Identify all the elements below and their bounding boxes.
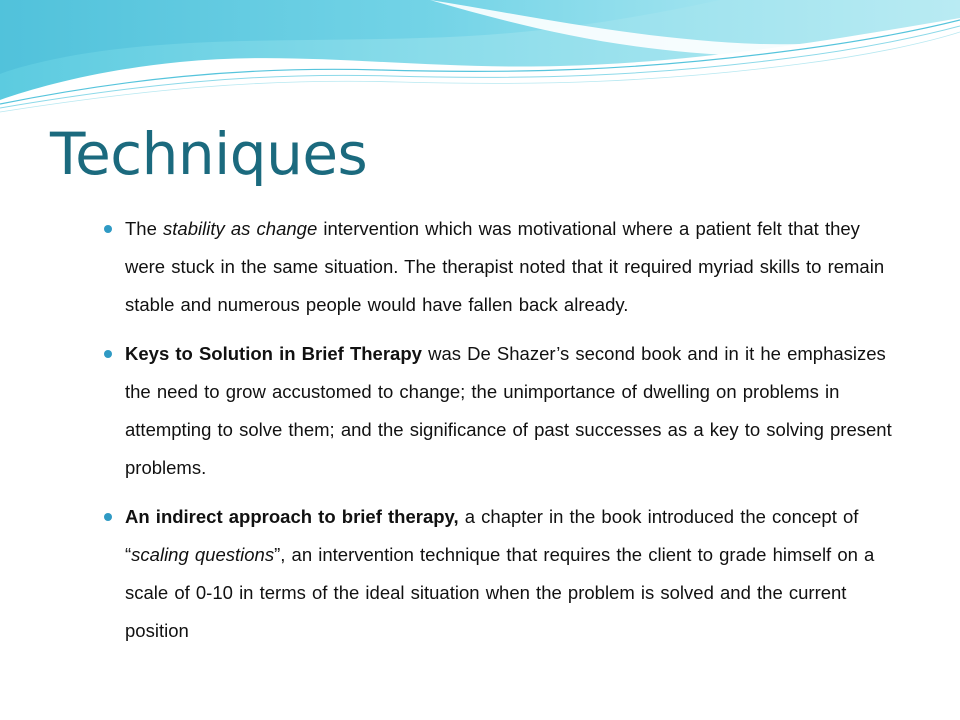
bullet-dot-icon [104, 350, 112, 358]
bullet-emphasis-text: scaling questions [131, 544, 275, 565]
bullet-chapter-title: An indirect approach to brief therapy, [125, 506, 459, 527]
bullet-item-stability-as-change [103, 210, 903, 324]
bullet-item-indirect-approach [103, 498, 903, 650]
bullet-item-keys-to-solution [103, 335, 903, 487]
header-wave-decoration [0, 0, 960, 130]
bullet-body-text-continued: ”, an intervention technique that requires the client to grade himself on a scale of 0-10 in terms of the ideal situation when the problem is solved and the current position [125, 544, 875, 641]
bullet-dot-icon [104, 225, 112, 233]
bullet-body-text: was De Shazer’s second book and in it he emphasizes the need to grow accustomed to change; the unimportance of dwelling on problems in attempting to solve them; and the significance of past successes as a key to solving present problems. [125, 343, 892, 478]
bullet-book-title: Keys to Solution in Brief Therapy [125, 343, 422, 364]
bullet-list [103, 210, 903, 661]
bullet-lead-text: The [125, 218, 164, 239]
bullet-emphasis-text: stability as change [163, 218, 318, 239]
bullet-body-text: intervention which was motivational where a patient felt that they were stuck in the same situation. The therapist noted that it required myriad skills to remain stable and numerous people would have fallen back already. [125, 218, 885, 315]
bullet-dot-icon [104, 513, 112, 521]
bullet-open-quote: “ [125, 544, 132, 565]
bullet-body-text: a chapter in the book introduced the concept of [458, 506, 859, 527]
slide-title: Techniques [50, 120, 368, 188]
